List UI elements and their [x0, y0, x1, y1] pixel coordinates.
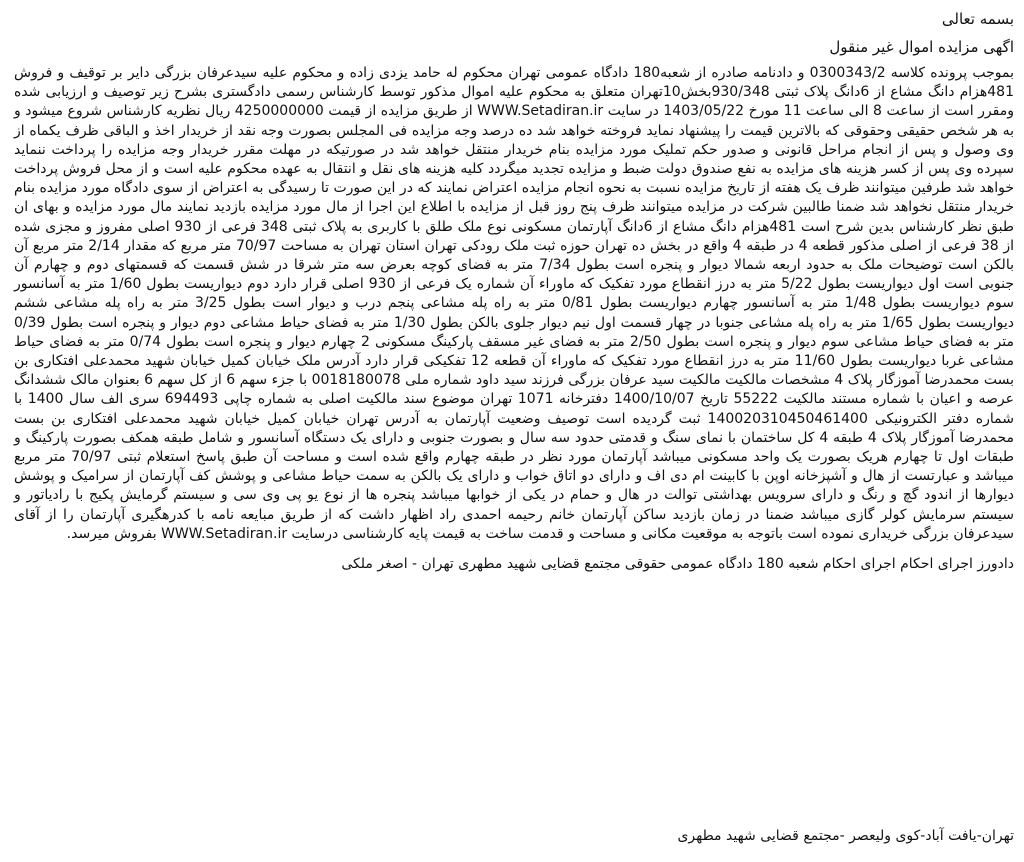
opening-heading: بسمه تعالی [941, 10, 1014, 28]
court-address: تهران-یافت آباد-کوی ولیعصر -مجتمع قضایی شهید مطهری [677, 828, 1014, 844]
notice-title: اگهی مزایده اموال غیر منقول [829, 38, 1014, 56]
notice-body: بموجب پرونده کلاسه 0300343/2 و دادنامه صادره از شعبه180 دادگاه عمومی تهران محکوم له حامد یزدی زاده و محکوم علیه سیدعرفان بزرگی دایر بر توقیف و فروش 481هزام دانگ مشاع از 6دانگ پلاک ثبتی 930/348بخش10تهران متعلق به محکوم علیه اموال مذکور توسط کارشناس رسمی دادگستری بشرح زیر توصیف و ارزیابی شده ومقرر است از ساعت 8 الی ساعت 11 مورخ 1403/05/22 در سایت WWW.Setadiran.ir از طریق مزایده از قیمت 4250000000 ریال نظریه کارشناس شروع میشود و به هر شخص حقیقی وحقوقی که بالاترین قیمت را پیشنهاد نماید فروخته خواهد شد ده درصد وجه مزایده فی المجلس بصورت وجه نقد از خریدار اخذ و الباقی ظرف یکماه از وی وصول و پس از انجام مراحل قانونی و صدور حکم تملیک مورد مزایده بنام خریدار منتقل خواهد شد در صورتیکه در مهلت مقرر خریدار وجه مزایده را پرداخت ننماید سپرده وی پس از کسر هزینه های مزایده به نفع صندوق دولت ضبط و مزایده تجدید میگردد کلیه هزینه های نقل و انتقال به عهده محکوم علیه است و از محل فروش پرداخت خواهد شد طرفین میتوانند ظرف یک هفته از تاریخ مزایده نسبت به نحوه انجام مزایده اعتراض نمایند که در این صورت تا رسیدگی به اعتراض از سوی دادگاه مورد مزایده بنام خریدار منتقل نخواهد شد ضمنا طالبین شرکت در مزایده میتوانند ظرف پنج روز قبل از مزایده با اطلاع این اجرا از مال مورد مزایده بازدید نمایند مال مورد مزایده و بهای ان طبق نظر کارشناس بدین شرح است 481هزام دانگ مشاع از 6دانگ آپارتمان مسکونی نوع ملک طلق با کاربری به پلاک ثبتی 348 فرعی از 930 اصلی مفروز و مجزی شده از 38 فرعی از اصلی مذکور قطعه 4 در طبقه 4 واقع در بخش ده تهران حوزه ثبت ملک رودکی تهران استان تهران به مساحت 70/97 متر مربع که مقدار 2/14 متر مربع آن بالکن است توضیحات ملک به حدود اربعه شمالا دیوار و پنجره است بطول 7/34 متر به فضای کوچه بعرض سه متر شرقا در شش قسمت که قسمتهای دوم و چهارم آن جنوبی است اول دیواریست بطول 5/22 متر به درز انقطاع مورد تفکیک که ماوراء آن شماره یک فرعی از 930 اصلی قرار دارد دوم دیواریست بطول 1/60 متر به آسانسور سوم دیواریست بطول 1/48 متر به آسانسور چهارم دیواریست بطول 0/81 متر به راه پله مشاعی پنجم درب و دیوار است بطول 3/25 متر به راه پله مشاعی ششم دیواریست بطول 1/65 متر به راه پله مشاعی جنوبا در چهار قسمت اول نیم دیوار جلوی بالکن بطول 1/30 متر به فضای حیاط مشاعی دوم دیوار و پنجره است بطول 0/39 متر به فضای حیاط مشاعی سوم دیوار و پنجره است بطول 2/50 متر به فضای غیر مسقف پارکینگ مسکونی 2 چهارم دیوار و پنجره است بطول 0/74 متر به فضای حیاط مشاعی غربا دیواریست بطول 11/60 متر به درز انقطاع مورد تفکیک که ماوراء آن قطعه 12 تفکیکی قرار دارد آدرس ملک خیابان کمیل خیابان شهید محمدعلی افتکاری بن بست محمدرضا آموزگار پلاک 4 مشخصات مالکیت مالکیت سید عرفان بزرگی فرزند سید داود شماره ملی 0018180078 با جزء سهم 6 از کل سهم 6 بعنوان مالک ششدانگ عرصه و اعیان با شماره مستند مالکیت 55222 تاریخ 1400/10/07 دفترخانه 1071 تهران موضوع سند مالکیت اصلی به شماره چاپی 694493 سری الف سال 1400 با شماره دفتر الکترونیکی 140020310450461400 ثبت گردیده است توصیف وضعیت آپارتمان به آدرس تهران خیابان کمیل خیابان شهید محمدعلی افتکاری بن بست محمدرضا آموزگار پلاک 4 طبقه 4 کل ساختمان با نمای سنگ و قدمتی حدود سه سال و بصورت جنوبی و دارای یک دستگاه آسانسور و شامل طبقه همکف بصورت پارکینگ و طبقات اول تا چهارم هریک بصورت یک واحد مسکونی میباشد آپارتمان مورد نظر در طبقه چهارم واقع شده است و مساحت آن طبق پاسخ استعلام ثبتی 70/97 متر مربع میباشد و عبارتست از هال و آشپزخانه اوپن با کابینت ام دی اف و دارای دو اتاق خواب و دارای یک بالکن به سمت حیاط مشاعی و پوشش کف آپارتمان از سرامیک و پوشش دیوارها از اندود گچ و رنگ و دارای سرویس بهداشتی توالت در هال و حمام در یکی از خوابها میباشد پنجره ها از نوع یو پی وی سی و سیستم گرمایش پکیج با رادیاتور و سیستم سرمایش کولر گازی میباشد ضمنا در زمان بازدید ساکن آپارتمان خانم رحیمه احمدی راد اظهار داشت که از طریق مبایعه نامه با کدرهگیری آپارتمان را از آقای سیدعرفان بزرگی خریداری نموده است باتوجه به موقعیت مکانی و مساحت و قدمت ساخت به قیمت پایه کارشناسی درسایت WWW.Setadiran.ir بفروش میرسد. [14, 65, 1015, 542]
signature-line: دادورز اجرای احکام اجرای احکام شعبه 180 دادگاه عمومی حقوقی مجتمع قضایی شهید مطهری تهران - اصغر ملکی [341, 556, 1014, 573]
